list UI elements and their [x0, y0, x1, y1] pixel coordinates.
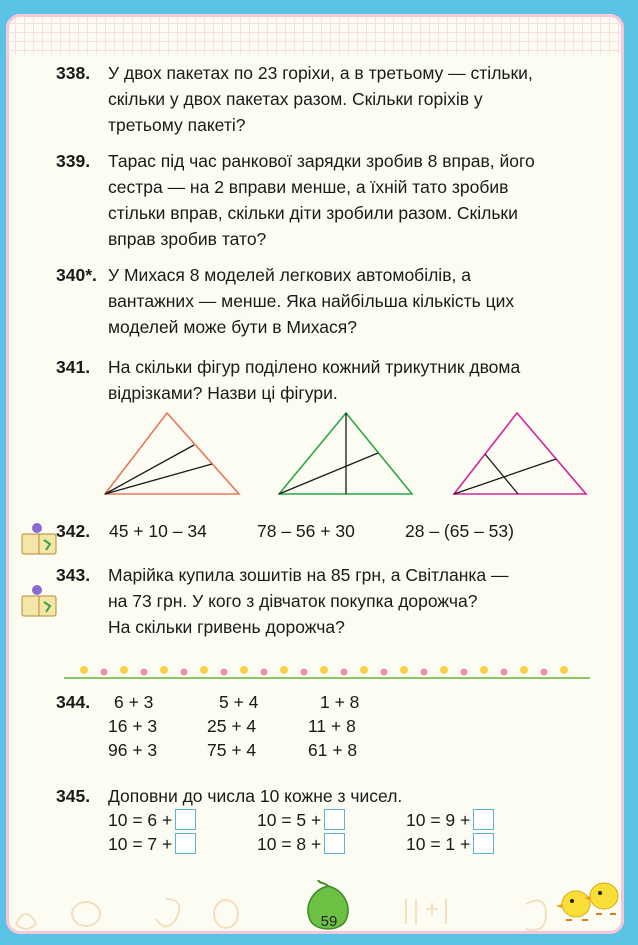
- task-text-line: вправ зробив тато?: [108, 229, 267, 249]
- expression: 45 + 10 – 34: [109, 521, 207, 541]
- expression: 75 + 4: [207, 740, 257, 760]
- flower-border-decoration: [64, 660, 590, 682]
- fill-row: [406, 808, 494, 832]
- task-number: 341.: [56, 357, 91, 377]
- expression: 78 – 56 + 30: [257, 521, 355, 541]
- task-344: [56, 690, 456, 766]
- page-number: 59: [320, 912, 338, 930]
- expression: 61 + 8: [308, 740, 358, 760]
- fill-row: [257, 808, 345, 832]
- fill-row: [108, 808, 196, 832]
- task-text-line: відрізками? Назви ці фігури.: [108, 383, 338, 403]
- fill-row: [406, 832, 494, 856]
- fill-row: [108, 832, 196, 856]
- expression: 11 + 8: [308, 716, 356, 736]
- task-text-line: сестра — на 2 вправи менше, а їхній тато зробив: [108, 177, 509, 197]
- task-338: [56, 60, 596, 138]
- answer-box[interactable]: [473, 833, 494, 854]
- task-text-line: Марійка купила зошитів на 85 грн, а Світланка —: [108, 565, 509, 585]
- task-text-line: на 73 грн. У кого з дівчаток покупка дорожча?: [108, 591, 478, 611]
- equation: 10 = 7 +: [108, 834, 173, 854]
- fill-row: [257, 832, 345, 856]
- task-number: 342.: [56, 521, 91, 541]
- expression: 96 + 3: [108, 740, 158, 760]
- task-text-line: скільки у двох пакетах разом. Скільки горіхів у: [108, 89, 483, 109]
- task-instruction: Доповни до числа 10 кожне з чисел.: [108, 786, 403, 806]
- task-341: [56, 354, 596, 406]
- triangles-figure: [6, 409, 624, 509]
- textbook-page: [6, 14, 624, 934]
- task-345: [56, 784, 556, 864]
- answer-box[interactable]: [324, 809, 345, 830]
- task-text-line: стільки вправ, скільки діти зробили разом. Скільки: [108, 203, 518, 223]
- task-number: 344.: [56, 692, 91, 712]
- task-342: [56, 519, 514, 543]
- expression: 25 + 4: [207, 716, 257, 736]
- task-number: 343.: [56, 565, 91, 585]
- chicks-icon: [554, 874, 624, 930]
- task-text-line: На скільки фігур поділено кожний трикутник двома: [108, 357, 521, 377]
- equation: 10 = 8 +: [257, 834, 322, 854]
- task-text-line: третьому пакеті?: [108, 115, 246, 135]
- equation: 10 = 1 +: [406, 834, 471, 854]
- task-number: 338.: [56, 63, 91, 83]
- task-text-line: На скільки гривень дорожча?: [108, 617, 345, 637]
- task-number: 345.: [56, 786, 91, 806]
- expression: 6 + 3: [114, 692, 154, 712]
- book-icon: [20, 522, 60, 556]
- task-text-line: моделей може бути в Михася?: [108, 317, 357, 337]
- answer-box[interactable]: [175, 809, 196, 830]
- task-text-line: Тарас під час ранкової зарядки зробив 8 вправ, його: [108, 151, 535, 171]
- task-340: [56, 262, 596, 340]
- task-number: 339.: [56, 151, 91, 171]
- book-icon: [20, 584, 60, 618]
- task-343: [56, 562, 596, 640]
- equation: 10 = 5 +: [257, 810, 322, 830]
- triangle-magenta: [454, 413, 586, 494]
- triangle-orange: [105, 413, 239, 494]
- grid-header-decoration: [6, 14, 624, 54]
- equation: 10 = 9 +: [406, 810, 471, 830]
- task-number: 340*.: [56, 265, 97, 285]
- task-text-line: вантажних — менше. Яка найбільша кількість цих: [108, 291, 515, 311]
- equation: 10 = 6 +: [108, 810, 173, 830]
- expression: 5 + 4: [219, 692, 259, 712]
- expression: 16 + 3: [108, 716, 158, 736]
- task-339: [56, 148, 596, 252]
- task-text-line: У двох пакетах по 23 горіхи, а в третьому — стільки,: [108, 63, 533, 83]
- answer-box[interactable]: [175, 833, 196, 854]
- task-text-line: У Михася 8 моделей легкових автомобілів, а: [108, 265, 471, 285]
- answer-box[interactable]: [324, 833, 345, 854]
- expression: 28 – (65 – 53): [405, 521, 514, 541]
- answer-box[interactable]: [473, 809, 494, 830]
- expression: 1 + 8: [320, 692, 360, 712]
